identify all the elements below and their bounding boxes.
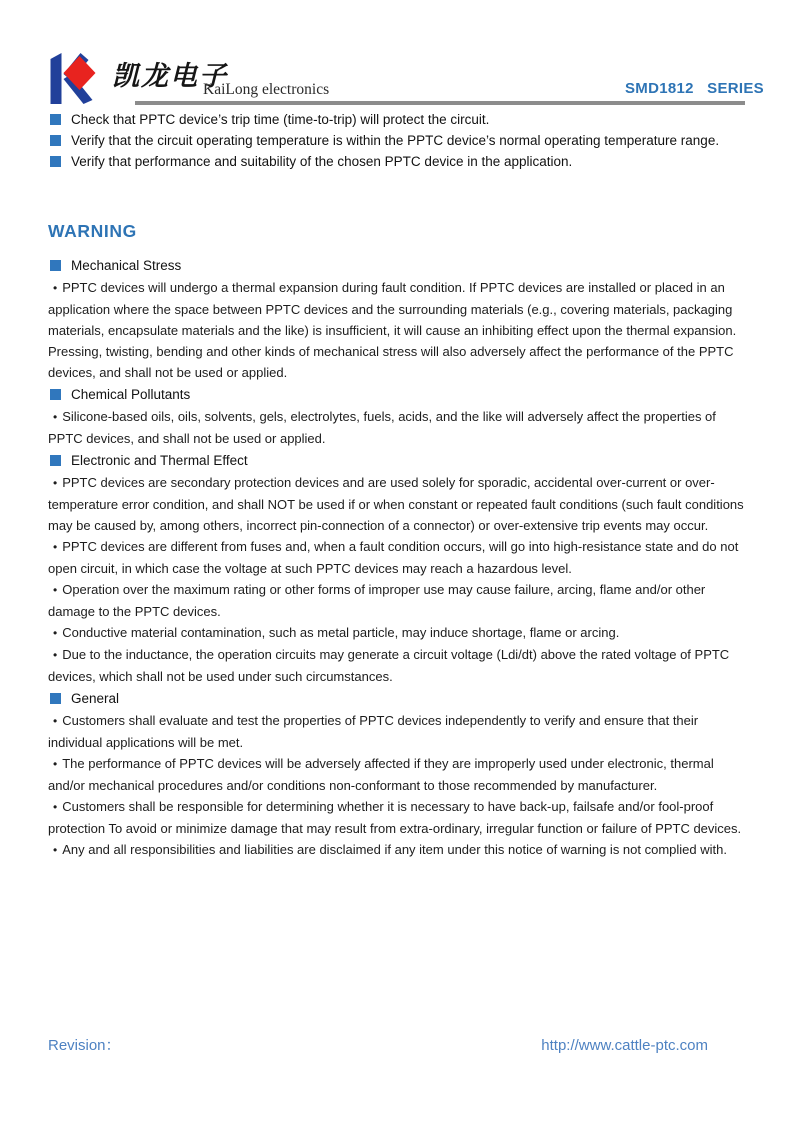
paragraph-text: Any and all responsibilities and liabilities are disclaimed if any item under this notice of warning is not complied with. xyxy=(62,842,727,857)
warning-paragraph xyxy=(48,536,748,579)
warning-paragraph xyxy=(48,406,748,449)
paragraph-text: Customers shall be responsible for determining whether it is necessary to have back-up, failsafe and/or fool-proof protection To avoid or minimize damage that may result from extra-ordinary, irregular function or failure of PPTC devices. xyxy=(48,799,742,836)
paragraph-text: PPTC devices are different from fuses and, when a fault condition occurs, will go into high-resistance state and do not open circuit, in which case the voltage at such PPTC devices may reach a hazardous level. xyxy=(48,539,739,576)
paragraph-text: Silicone-based oils, oils, solvents, gels, electrolytes, fuels, acids, and the like will adversely affect the properties of PPTC devices, and shall not be used or applied. xyxy=(48,409,716,446)
paragraph-text: The performance of PPTC devices will be adversely affected if they are improperly used under electronic, thermal and/or mechanical procedures and/or conditions non-conformant to those recommended by manufacturer. xyxy=(48,756,714,793)
square-bullet-icon xyxy=(50,135,61,146)
checklist-item-text: Verify that the circuit operating temperature is within the PPTC device’s normal operating temperature range. xyxy=(71,133,720,148)
warning-paragraph xyxy=(48,796,748,839)
bullet-dot-icon: • xyxy=(53,540,58,554)
bullet-dot-icon: • xyxy=(53,648,58,662)
page-header xyxy=(48,50,764,101)
square-bullet-icon xyxy=(50,114,61,125)
website-link[interactable]: http://www.cattle-ptc.com xyxy=(541,1037,708,1054)
warning-paragraph xyxy=(48,579,748,622)
paragraph-text: PPTC devices will undergo a thermal expansion during fault condition. If PPTC devices are installed or placed in an application where the space between PPTC devices and the surrounding materials (e.g., covering materials, packaging materials, encapsulate materials and the like) is insufficient, it will cause an inhibiting effect upon the thermal expansion. Pressing, twisting, bending and other kinds of mechanical stress will also adversely affect the performance of the PPTC devices, and shall not be used or applied. xyxy=(48,280,737,380)
square-bullet-icon xyxy=(50,693,61,704)
paragraph-text: Customers shall evaluate and test the properties of PPTC devices independently to verify and ensure that their individual applications will be met. xyxy=(48,713,699,750)
section-heading-electronic-thermal-effect xyxy=(48,450,748,471)
square-bullet-icon xyxy=(50,156,61,167)
warning-paragraph xyxy=(48,622,748,644)
bullet-dot-icon: • xyxy=(53,410,58,424)
section-title: Electronic and Thermal Effect xyxy=(71,453,248,468)
bullet-dot-icon: • xyxy=(53,714,58,728)
page-footer xyxy=(48,1034,748,1055)
section-title: Chemical Pollutants xyxy=(71,387,191,402)
series-title: SMD1812 SERIES xyxy=(624,80,764,97)
checklist-item-text: Verify that performance and suitability of the chosen PPTC device in the application. xyxy=(71,154,573,169)
warning-paragraph xyxy=(48,839,748,861)
square-bullet-icon xyxy=(50,260,61,271)
checklist-item xyxy=(48,109,748,130)
warning-paragraph xyxy=(48,472,748,536)
warning-paragraph xyxy=(48,710,748,753)
kailong-logo-icon xyxy=(48,50,105,106)
revision-label: Revision： xyxy=(48,1037,121,1054)
square-bullet-icon xyxy=(50,455,61,466)
square-bullet-icon xyxy=(50,389,61,400)
bullet-dot-icon: • xyxy=(53,583,58,597)
checklist xyxy=(48,109,748,172)
brand-name-chinese: 凯龙电子 xyxy=(112,61,228,92)
checklist-item-text: Check that PPTC device’s trip time (time-to-trip) will protect the circuit. xyxy=(71,112,490,127)
section-heading-general xyxy=(48,688,748,709)
bullet-dot-icon: • xyxy=(53,843,58,857)
header-divider xyxy=(135,101,745,105)
warning-paragraph xyxy=(48,644,748,687)
section-heading-mechanical-stress xyxy=(48,255,748,276)
bullet-dot-icon: • xyxy=(53,626,58,640)
checklist-item xyxy=(48,151,748,172)
section-title: General xyxy=(71,691,120,706)
bullet-dot-icon: • xyxy=(53,281,58,295)
paragraph-text: Operation over the maximum rating or other forms of improper use may cause failure, arcing, flame and/or other damage to the PPTC devices. xyxy=(48,582,706,619)
bullet-dot-icon: • xyxy=(53,757,58,771)
paragraph-text: PPTC devices are secondary protection devices and are used solely for sporadic, accidental over-current or over-temperature error condition, and shall NOT be used if or when constant or repeated fault conditions (such fault conditions may be caused by, among others, incorrect pin-connection of a connector) or over-extensive trip events may occur. xyxy=(48,475,744,533)
bullet-dot-icon: • xyxy=(53,800,58,814)
warning-title: WARNING xyxy=(48,221,137,241)
section-title: Mechanical Stress xyxy=(71,258,182,273)
bullet-dot-icon: • xyxy=(53,476,58,490)
warning-paragraph xyxy=(48,277,748,383)
checklist-item xyxy=(48,130,748,151)
section-heading-chemical-pollutants xyxy=(48,384,748,405)
warning-paragraph xyxy=(48,753,748,796)
paragraph-text: Conductive material contamination, such as metal particle, may induce shortage, flame or arcing. xyxy=(62,625,620,640)
warning-sections xyxy=(48,255,748,861)
brand-name-english: KaiLong electronics xyxy=(203,81,330,98)
paragraph-text: Due to the inductance, the operation circuits may generate a circuit voltage (Ldi/dt) above the rated voltage of PPTC devices, which shall not be used under such circumstances. xyxy=(48,647,730,684)
